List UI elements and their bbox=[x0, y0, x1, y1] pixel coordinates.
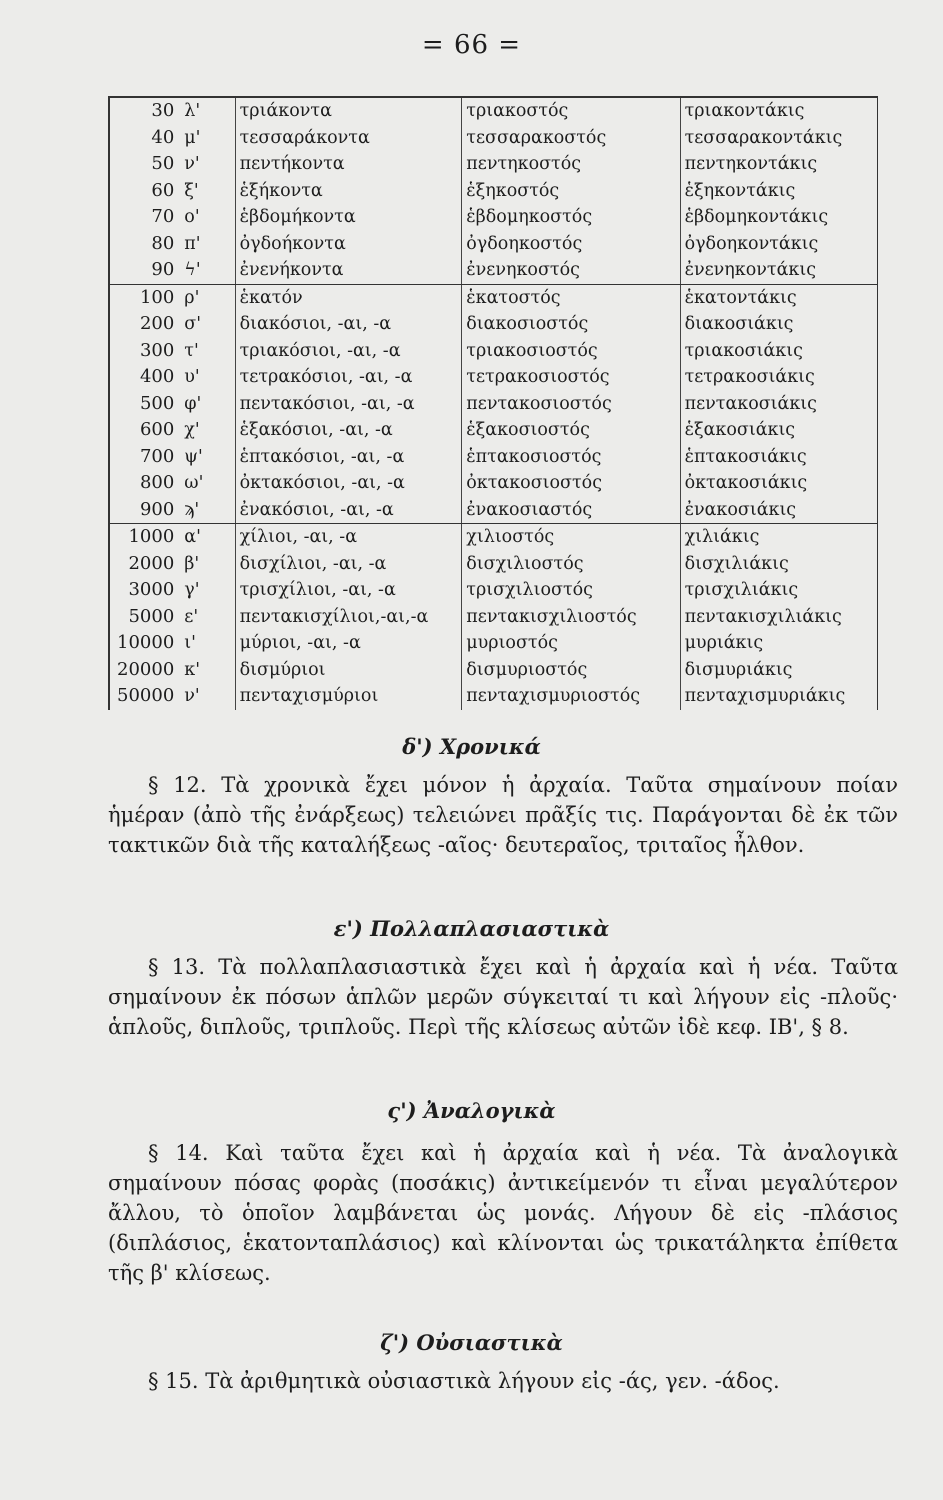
cell-adverb: μυριάκις bbox=[680, 630, 877, 657]
cell-adverb: διακοσιάκις bbox=[680, 311, 877, 338]
cell-symbol: ϟ' bbox=[180, 257, 235, 284]
table-row bbox=[109, 497, 878, 524]
cell-value: 80 bbox=[109, 231, 180, 258]
table-row bbox=[109, 364, 878, 391]
cell-symbol: ι' bbox=[184, 633, 196, 653]
cell-cardinal: ὀκτακόσιοι, -αι, -α bbox=[235, 470, 462, 497]
cell-symbol: γ' bbox=[184, 580, 200, 600]
cell-symbol: π' bbox=[184, 233, 201, 254]
cell-ordinal: πεντηκοστός bbox=[462, 151, 680, 178]
cell-value: 500 bbox=[109, 391, 180, 418]
cell-value: 2000 bbox=[109, 551, 180, 578]
heading-chronika: δ') Χρονικά bbox=[402, 734, 541, 759]
numerals-table bbox=[108, 96, 878, 710]
cell-cardinal: δισμύριοι bbox=[235, 657, 462, 684]
cell-cardinal: πεντακόσιοι, -αι, -α bbox=[235, 391, 462, 418]
cell-ordinal: ἑβδομηκοστός bbox=[462, 204, 680, 231]
cell-cardinal: πεντήκοντα bbox=[235, 151, 462, 178]
cell-adverb: τεσσαρακοντάκις bbox=[680, 125, 877, 152]
cell-value: 600 bbox=[109, 417, 180, 444]
cell-ordinal: τριακοστός bbox=[462, 97, 680, 125]
table-row bbox=[109, 417, 878, 444]
cell-ordinal: τριακοσιοστός bbox=[462, 338, 680, 365]
cell-adverb: ἑκατοντάκις bbox=[680, 284, 877, 311]
table-row bbox=[109, 630, 878, 657]
cell-ordinal: τρισχιλιοστός bbox=[462, 577, 680, 604]
table-row bbox=[109, 683, 878, 710]
cell-ordinal: δισχιλιοστός bbox=[462, 551, 680, 578]
numerals-table-body bbox=[109, 97, 878, 710]
cell-value: 30 bbox=[109, 97, 180, 125]
cell-ordinal: μυριοστός bbox=[462, 630, 680, 657]
cell-symbol: ν' bbox=[184, 154, 200, 174]
paragraph-14: § 14. Καὶ ταῦτα ἔχει καὶ ἡ ἀρχαία καὶ ἡ νέα. Τὰ ἀναλογικὰ σημαίνουν πόσας φορὰς (ποσάκις) ἀντικείμενόν τι εἶναι μεγαλύτερον ἄλλου, τὸ ὁποῖον λαμβάνεται ὡς μονάς. Λήγουν δὲ εἰς -πλάσιος (διπλάσιος, ἑκατονταπλάσιος) καὶ κλίνονται ὡς τρικατάληκτα ἐπίθετα τῆς β' κλίσεως. bbox=[108, 1141, 898, 1285]
table-row bbox=[109, 470, 878, 497]
cell-ordinal: ἑξακοσιοστός bbox=[462, 417, 680, 444]
table-row bbox=[109, 577, 878, 604]
cell-ordinal: τετρακοσιοστός bbox=[462, 364, 680, 391]
cell-ordinal: ἑξηκοστός bbox=[462, 178, 680, 205]
cell-symbol: β' bbox=[184, 553, 200, 574]
section-ousiastika bbox=[108, 1366, 898, 1396]
cell-value: 3000 bbox=[109, 577, 180, 604]
cell-value: 40 bbox=[109, 125, 180, 152]
cell-adverb: πεντακισχιλιάκις bbox=[680, 604, 877, 631]
table-row bbox=[109, 604, 878, 631]
cell-ordinal: τεσσαρακοστός bbox=[462, 125, 680, 152]
cell-value: 800 bbox=[109, 470, 180, 497]
cell-symbol: ξ' bbox=[184, 180, 199, 201]
cell-cardinal: ἑπτακόσιοι, -αι, -α bbox=[235, 444, 462, 471]
cell-ordinal: πεντακοσιοστός bbox=[462, 391, 680, 418]
table-row bbox=[109, 657, 878, 684]
cell-ordinal: ἐνενηκοστός bbox=[462, 257, 680, 284]
cell-cardinal: ἑξήκοντα bbox=[235, 178, 462, 205]
cell-adverb: πενταχισμυριάκις bbox=[680, 683, 877, 710]
cell-ordinal: ἐνακοσιαστός bbox=[462, 497, 680, 524]
cell-cardinal: τετρακόσιοι, -αι, -α bbox=[235, 364, 462, 391]
cell-value: 10000 bbox=[109, 630, 180, 657]
paragraph-13: § 13. Τὰ πολλαπλασιαστικὰ ἔχει καὶ ἡ ἀρχαία καὶ ἡ νέα. Ταῦτα σημαίνουν ἐκ πόσων ἁπλῶν μερῶν σύγκειταί τι καὶ λήγουν εἰς -πλοῦς· ἁπλοῦς, διπλοῦς, τριπλοῦς. Περὶ τῆς κλίσεως αὐτῶν ἰδὲ κεφ. ΙΒ', § 8. bbox=[108, 955, 898, 1039]
cell-adverb: τριακοντάκις bbox=[680, 97, 877, 125]
cell-cardinal: πεντακισχίλιοι,-αι,-α bbox=[235, 604, 462, 631]
cell-adverb: τριακοσιάκις bbox=[680, 338, 877, 365]
cell-value: 20000 bbox=[109, 657, 180, 684]
paragraph-12: § 12. Τὰ χρονικὰ ἔχει μόνον ἡ ἀρχαία. Ταῦτα σημαίνουν ποίαν ἡμέραν (ἀπὸ τῆς ἐνάρξεως) τελειώνει πρᾶξίς τις. Παράγονται δὲ ἐκ τῶν τακτικῶν διὰ τῆς καταλήξεως -αῖος· δευτεραῖος, τριταῖος ἦλθον. bbox=[108, 773, 898, 857]
cell-ordinal: ἑκατοστός bbox=[462, 284, 680, 311]
cell-ordinal: ὀκτακοσιοστός bbox=[462, 470, 680, 497]
heading-analogika: ς') Ἀναλογικὰ bbox=[387, 1098, 556, 1123]
cell-cardinal: ἐνακόσιοι, -αι, -α bbox=[235, 497, 462, 524]
table-row bbox=[109, 444, 878, 471]
cell-symbol: υ' bbox=[184, 367, 200, 387]
cell-value: 60 bbox=[109, 178, 180, 205]
cell-ordinal: ὀγδοηκοστός bbox=[462, 231, 680, 258]
cell-symbol: σ' bbox=[184, 314, 202, 334]
cell-adverb: ἐνενηκοντάκις bbox=[680, 257, 877, 284]
cell-symbol: τ' bbox=[184, 340, 199, 361]
cell-adverb: τετρακοσιάκις bbox=[680, 364, 877, 391]
cell-adverb: δισχιλιάκις bbox=[680, 551, 877, 578]
cell-adverb: πεντηκοντάκις bbox=[680, 151, 877, 178]
cell-symbol: ρ' bbox=[184, 287, 200, 308]
section-pollaplasiastika bbox=[108, 952, 898, 1042]
cell-symbol: λ' bbox=[180, 97, 235, 125]
cell-adverb: τρισχιλιάκις bbox=[680, 577, 877, 604]
cell-symbol: χ' bbox=[184, 420, 200, 440]
cell-cardinal: ἑξακόσιοι, -αι, -α bbox=[235, 417, 462, 444]
cell-symbol: ω' bbox=[184, 473, 204, 493]
cell-adverb: ἑβδομηκοντάκις bbox=[680, 204, 877, 231]
cell-ordinal: πενταχισμυριοστός bbox=[462, 683, 680, 710]
cell-adverb: ὀκτακοσιάκις bbox=[680, 470, 877, 497]
cell-value: 5000 bbox=[109, 604, 180, 631]
table-row bbox=[109, 391, 878, 418]
cell-cardinal: ἑκατόν bbox=[235, 284, 462, 311]
cell-ordinal: ἑπτακοσιοστός bbox=[462, 444, 680, 471]
cell-cardinal: τριάκοντα bbox=[235, 97, 462, 125]
table-row bbox=[109, 125, 878, 152]
cell-value: 100 bbox=[109, 284, 180, 311]
cell-value: 1000 bbox=[109, 524, 180, 551]
table-row bbox=[109, 231, 878, 258]
cell-adverb: ἑξακοσιάκις bbox=[680, 417, 877, 444]
cell-value: 300 bbox=[109, 338, 180, 365]
table-row bbox=[109, 311, 878, 338]
cell-adverb: ὀγδοηκοντάκις bbox=[680, 231, 877, 258]
table-row bbox=[109, 178, 878, 205]
table-row bbox=[109, 97, 878, 125]
cell-value: 400 bbox=[109, 364, 180, 391]
heading-ousiastika: ζ') Οὐσιαστικὰ bbox=[380, 1330, 563, 1355]
table-row bbox=[109, 338, 878, 365]
cell-symbol: φ' bbox=[184, 393, 202, 414]
cell-adverb: ἑπτακοσιάκις bbox=[680, 444, 877, 471]
cell-adverb: πεντακοσιάκις bbox=[680, 391, 877, 418]
cell-cardinal: τριακόσιοι, -αι, -α bbox=[235, 338, 462, 365]
cell-symbol: ν' bbox=[184, 686, 200, 706]
cell-value: 700 bbox=[109, 444, 180, 471]
cell-value: 70 bbox=[109, 204, 180, 231]
heading-pollaplasiastika: ε') Πολλαπλασιαστικὰ bbox=[333, 916, 610, 941]
cell-adverb: δισμυριάκις bbox=[680, 657, 877, 684]
table-row bbox=[109, 524, 878, 551]
cell-cardinal: τρισχίλιοι, -αι, -α bbox=[235, 577, 462, 604]
cell-cardinal: μύριοι, -αι, -α bbox=[235, 630, 462, 657]
cell-cardinal: δισχίλιοι, -αι, -α bbox=[235, 551, 462, 578]
cell-ordinal: πεντακισχιλιοστός bbox=[462, 604, 680, 631]
table-row bbox=[109, 204, 878, 231]
cell-ordinal: χιλιοστός bbox=[462, 524, 680, 551]
cell-symbol: ψ' bbox=[184, 446, 203, 467]
cell-ordinal: διακοσιοστός bbox=[462, 311, 680, 338]
table-row bbox=[109, 151, 878, 178]
cell-adverb: ἐνακοσιάκις bbox=[680, 497, 877, 524]
section-chronika bbox=[108, 770, 898, 860]
cell-value: 900 bbox=[109, 497, 180, 524]
cell-ordinal: δισμυριοστός bbox=[462, 657, 680, 684]
cell-adverb: χιλιάκις bbox=[680, 524, 877, 551]
section-analogika bbox=[108, 1138, 898, 1288]
cell-symbol: α' bbox=[184, 527, 201, 547]
table-row bbox=[109, 551, 878, 578]
cell-cardinal: χίλιοι, -αι, -α bbox=[235, 524, 462, 551]
cell-value: 50000 bbox=[109, 683, 180, 710]
cell-cardinal: ἑβδομήκοντα bbox=[235, 204, 462, 231]
table-row bbox=[109, 284, 878, 311]
cell-cardinal: ὀγδοήκοντα bbox=[235, 231, 462, 258]
page-number: = 66 = bbox=[421, 30, 522, 60]
cell-symbol: ϡ' bbox=[180, 497, 235, 524]
cell-cardinal: διακόσιοι, -αι, -α bbox=[235, 311, 462, 338]
cell-value: 90 bbox=[109, 257, 180, 284]
cell-symbol: ο' bbox=[184, 207, 200, 227]
cell-cardinal: ἐνενήκοντα bbox=[235, 257, 462, 284]
paragraph-15: § 15. Τὰ ἀριθμητικὰ οὐσιαστικὰ λήγουν εἰς -άς, γεν. -άδος. bbox=[148, 1369, 780, 1393]
cell-symbol: μ' bbox=[184, 127, 201, 148]
cell-cardinal: τεσσαράκοντα bbox=[235, 125, 462, 152]
cell-adverb: ἑξηκοντάκις bbox=[680, 178, 877, 205]
cell-value: 50 bbox=[109, 151, 180, 178]
cell-symbol: ε' bbox=[184, 606, 199, 627]
table-row bbox=[109, 257, 878, 284]
cell-cardinal: πενταχισμύριοι bbox=[235, 683, 462, 710]
cell-value: 200 bbox=[109, 311, 180, 338]
cell-symbol: κ' bbox=[184, 659, 201, 680]
